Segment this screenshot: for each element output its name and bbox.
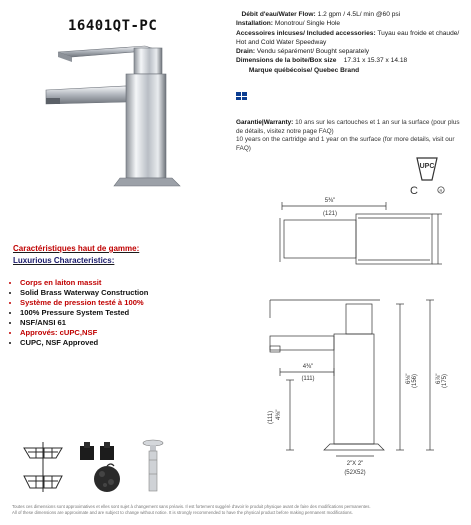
- spec-install: [236, 19, 468, 28]
- feature-item: • Corps en laiton massit: [20, 278, 170, 287]
- spec-flow-value: 1.2 gpm / 4.5L/ min @60 psi: [317, 11, 401, 18]
- base-dim-label: 2"X 2": [346, 461, 364, 467]
- height-dim-mm-label: (156): [412, 373, 418, 388]
- total-dim-label: 6⅞": [436, 373, 442, 384]
- feature-item: • CUPC, NSF Approved: [20, 338, 170, 347]
- luxury-heading: [13, 243, 139, 266]
- side-dim-label: 4⅜": [276, 409, 282, 420]
- footer-disclaimer-fr: Toutes ces dimensions sont approximatives et elles sont sujet à changement sans préavis. Il est fortement suggéré d'avoir le produit physique avant de faire des modifications permanentes.: [12, 504, 371, 509]
- warranty-text: [236, 119, 468, 153]
- feature-item: • 100% Pressure System Tested: [20, 308, 170, 317]
- spec-drain: [236, 47, 468, 56]
- spec-box-value: 17.31 x 15.37 x 14.18: [343, 57, 408, 65]
- top-dim-label: 5⅜": [324, 198, 336, 204]
- upc-logo-text: UPC: [419, 163, 435, 170]
- warranty-fr: 10 ans sur les cartouches et 1 an sur la surface (pour plus de détails, visitez notre page FAQ): [236, 119, 460, 135]
- faucet-photo: [40, 42, 190, 192]
- shower-caddy-image: [20, 438, 66, 496]
- towel-hook-image: [78, 442, 118, 464]
- spec-brand-value: Marque québécoise/ Quebec Brand: [248, 66, 360, 74]
- feature-list: [8, 278, 170, 348]
- model-number: 16401QT-PC: [68, 18, 158, 34]
- spout-dim-mm-label: (111): [301, 376, 315, 382]
- feature-item: • Solid Brass Waterway Construction: [20, 288, 170, 297]
- spec-drain-label: Drain:: [236, 48, 256, 56]
- spout-dim-label: 4⅜": [302, 364, 314, 370]
- quebec-flag-icon: [236, 92, 247, 100]
- total-dim-mm-label: (175): [442, 373, 448, 388]
- cupc-certification-icon: [404, 156, 450, 198]
- spec-brand: [236, 66, 468, 75]
- spec-flow-label: Débit d'eau/Water Flow:: [241, 11, 316, 18]
- top-dim-mm-label: (121): [322, 211, 338, 217]
- specifications: [236, 10, 468, 75]
- c-mark: C: [410, 185, 418, 197]
- luxury-heading-en: Luxurious Characteristics:: [13, 255, 115, 265]
- feature-item: • Système de pression testé à 100%: [20, 298, 170, 307]
- side-dim-mm-label: (111): [268, 410, 274, 424]
- r-mark: R: [439, 188, 443, 193]
- spec-accessories-value: Tuyau eau froide et chaude/ Hot and Cold Water Speedway: [236, 29, 460, 46]
- warranty-en: 10 years on the cartridge and 1 year on the surface (for more details, visit our FAQ): [236, 136, 455, 152]
- spec-flow: [236, 10, 468, 19]
- footer-disclaimer-en: All of these dimensions are approximate and are subject to change without notice. It is strongly recommended to have the physical product before making permanent modifications.: [12, 509, 353, 515]
- bath-sponge-image: [92, 462, 122, 494]
- height-dim-label: 6⅛": [406, 373, 412, 384]
- spec-box: [236, 56, 468, 65]
- technical-drawing-side-view: [250, 284, 468, 490]
- spec-install-label: Installation:: [236, 20, 273, 28]
- spec-install-value: Monotrou/ Single Hole: [274, 20, 341, 28]
- spec-box-label: Dimensions de la boite/Box size: [236, 57, 337, 65]
- footer-disclaimer: [12, 504, 467, 516]
- spec-drain-value: Vendu séparément/ Bought separately: [256, 48, 370, 56]
- feature-item: • NSF/ANSI 61: [20, 318, 170, 327]
- warranty-label: Garantie|Warranty:: [236, 119, 294, 126]
- technical-drawing-top-view: [262, 194, 468, 276]
- spec-accessories: [236, 29, 468, 48]
- feature-item: • Approvés: cUPC,NSF: [20, 328, 170, 337]
- luxury-heading-fr: Caractéristiques haut de gamme:: [13, 244, 140, 253]
- base-dim-mm-label: (52X52): [344, 470, 366, 476]
- popup-drain-image: [140, 438, 166, 496]
- spec-accessories-label: Accessoires inlcuses/ Included accessories:: [236, 29, 376, 37]
